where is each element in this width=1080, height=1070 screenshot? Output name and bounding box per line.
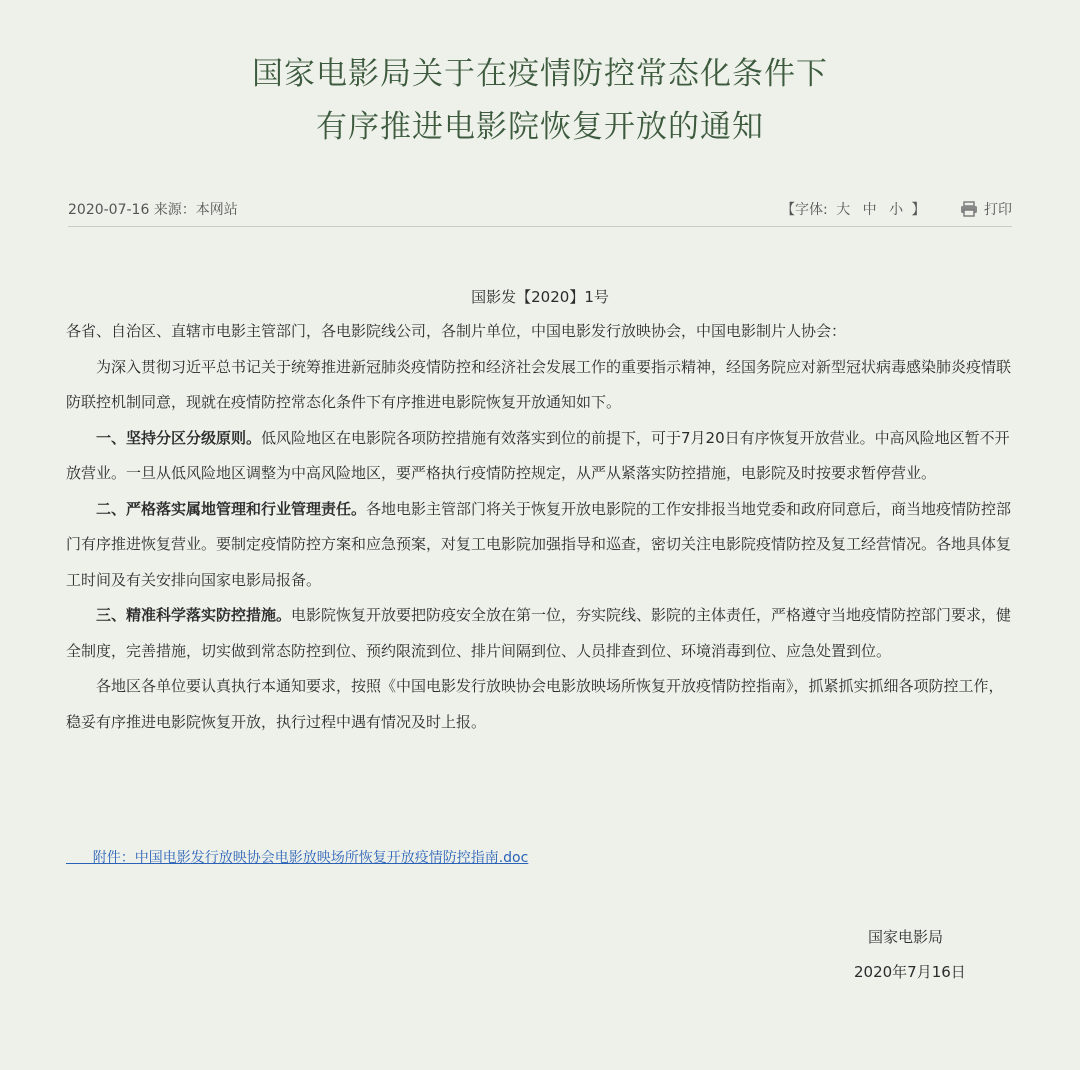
section-3-heading: 三、精准科学落实防控措施。 <box>96 606 292 624</box>
signature-date: 2020年7月16日 <box>854 963 966 981</box>
date-source: 2020-07-16 来源：本网站 <box>68 202 238 218</box>
section-2-text: 各地电影主管部门将关于恢复开放电影院的工作安排报当地党委和政府同意后，商当地疫情防控部门有序推进恢复营业。要制定疫情防控方案和应急预案，对复工电影院加强指导和巡查，密切关注电影院疫情防控及复工经营情况。各地具体复工时间及有关安排向国家电影局报备。 <box>66 499 1012 589</box>
print-label: 打印 <box>984 202 1012 218</box>
font-label-open: 【字体: <box>781 202 833 218</box>
attachment-link[interactable]: 附件：中国电影发行放映协会电影放映场所恢复开放疫情防控指南.doc <box>66 850 529 866</box>
font-medium-button[interactable]: 中 <box>862 202 877 218</box>
intro-paragraph: 为深入贯彻习近平总书记关于统筹推进新冠肺炎疫情防控和经济社会发展工作的重要指示精神，经国务院应对新型冠状病毒感染肺炎疫情联防联控机制同意，现就在疫情防控常态化条件下有序推进电影院恢复开放通知如下。 <box>66 357 1012 411</box>
font-label-close: 】 <box>911 202 926 218</box>
header-divider <box>68 226 1012 227</box>
printer-icon <box>960 201 978 225</box>
article-tools <box>781 198 1012 225</box>
document-number: 国影发【2020】1号 <box>471 288 609 306</box>
section-3-text: 电影院恢复开放要把防疫安全放在第一位，夯实院线、影院的主体责任，严格遵守当地疫情防控部门要求，健全制度，完善措施，切实做到常态防控到位、预约限流到位、排片间隔到位、人员排查到位、环境消毒到位、应急处置到位。 <box>66 606 1012 660</box>
section-2-heading: 二、严格落实属地管理和行业管理责任。 <box>96 499 367 518</box>
section-1-heading: 一、坚持分区分级原则。 <box>96 428 262 447</box>
section-3 <box>66 598 1014 669</box>
addressees: 各省、自治区、直辖市电影主管部门，各电影院线公司，各制片单位，中国电影发行放映协会，中国电影制片人协会： <box>66 322 847 340</box>
print-button[interactable] <box>960 202 1012 218</box>
font-large-button[interactable]: 大 <box>836 202 851 218</box>
font-small-button[interactable]: 小 <box>889 202 904 218</box>
notice-body <box>66 314 1014 740</box>
signature-organization: 国家电影局 <box>868 928 944 946</box>
section-1 <box>66 421 1014 492</box>
font-size-selector <box>781 202 930 218</box>
section-2 <box>66 492 1014 599</box>
page-title-line1: 国家电影局关于在疫情防控常态化条件下 <box>252 56 828 92</box>
article-meta-bar <box>68 198 1012 222</box>
page-title-line2: 有序推进电影院恢复开放的通知 <box>316 109 764 145</box>
section-1-text: 低风险地区在电影院各项防控措施有效落实到位的前提下，可于7月20日有序恢复开放营业。中高风险地区暂不开放营业。一旦从低风险地区调整为中高风险地区，要严格执行疫情防控规定，从严从紧落实防控措施，电影院及时按要求暂停营业。 <box>66 428 1010 482</box>
closing-paragraph: 各地区各单位要认真执行本通知要求，按照《中国电影发行放映协会电影放映场所恢复开放疫情防控指南》，抓紧抓实抓细各项防控工作，稳妥有序推进电影院恢复开放，执行过程中遇有情况及时上报。 <box>66 677 1004 731</box>
